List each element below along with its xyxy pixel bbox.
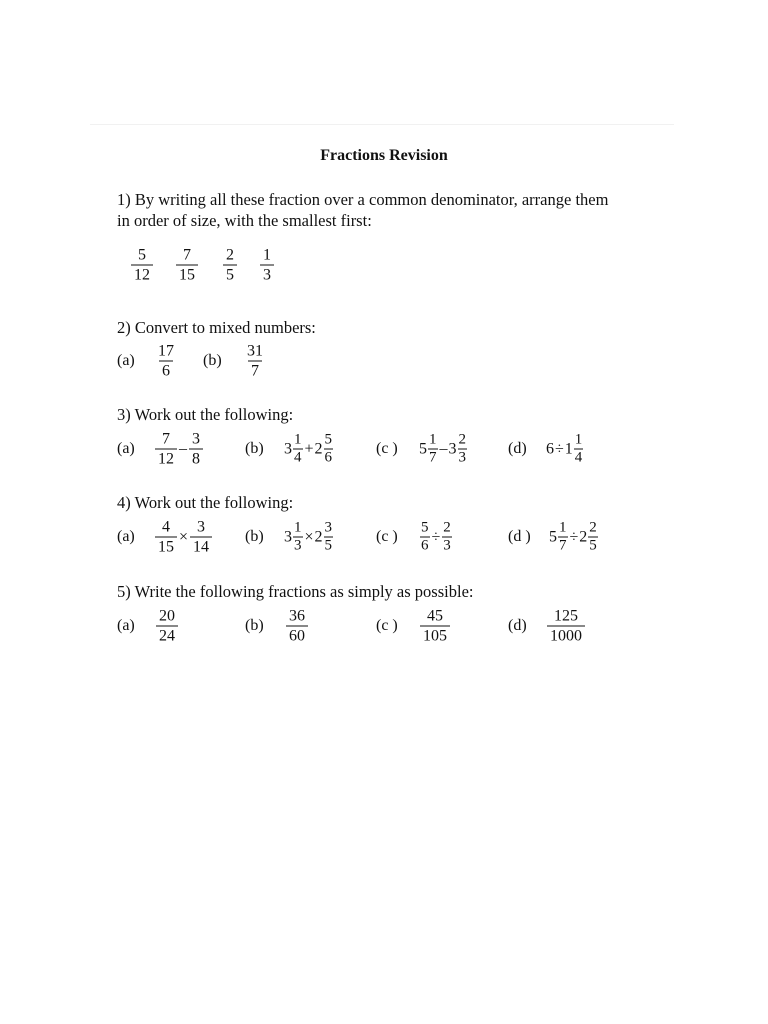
q2-heading: 2) Convert to mixed numbers: xyxy=(117,318,316,337)
q2-fraction-b: $\frac{31}{7}$ xyxy=(247,342,263,380)
q1-fraction-2: $\frac{7}{15}$ xyxy=(175,246,199,285)
q2-label-b: (b) xyxy=(203,352,222,369)
q4-expression-b: 3 $\frac{1}{3}$ × 2 $\frac{3}{5}$ xyxy=(284,519,333,554)
q5-label-a: (a) xyxy=(117,617,135,634)
q3-expression-b: 3 $\frac{1}{4}$ + 2 $\frac{5}{6}$ xyxy=(284,431,333,466)
q2-label-a: (a) xyxy=(117,352,135,369)
q5-fraction-a: $\frac{20}{24}$ xyxy=(155,607,179,646)
q3-label-d: (d) xyxy=(508,440,527,457)
q1-fraction-3: $\frac{2}{5}$ xyxy=(222,246,238,285)
q4-label-b: (b) xyxy=(245,528,264,545)
q3-label-c: (c ) xyxy=(376,440,398,457)
q4-expression-d: 5 $\frac{1}{7}$ ÷ 2 $\frac{2}{5}$ xyxy=(549,519,597,554)
document-title: Fractions Revision xyxy=(320,147,448,164)
q4-expression-c: $\frac{5}{6}$ ÷ $\frac{2}{3}$ xyxy=(421,519,451,554)
page-top-edge xyxy=(90,124,674,125)
q5-fraction-b: $\frac{36}{60}$ xyxy=(285,607,309,646)
q3-expression-d: 6 ÷ 1 $\frac{1}{4}$ xyxy=(546,431,583,466)
q4-label-d: (d ) xyxy=(508,528,531,545)
q5-fraction-d: $\frac{125}{1000}$ xyxy=(546,607,586,646)
q1-fraction-1: $\frac{5}{12}$ xyxy=(130,246,154,285)
q5-label-b: (b) xyxy=(245,617,264,634)
q5-label-c: (c ) xyxy=(376,617,398,634)
q2-fraction-a: $\frac{17}{6}$ xyxy=(158,342,174,380)
q1-fraction-4: $\frac{1}{3}$ xyxy=(259,246,275,285)
q3-expression-a: $\frac{7}{12}$ – $\frac{3}{8}$ xyxy=(154,430,204,469)
q1-instruction-line2: in order of size, with the smallest first: xyxy=(117,211,372,230)
q5-label-d: (d) xyxy=(508,617,527,634)
q1-instruction-line1: 1) By writing all these fraction over a common denominator, arrange them xyxy=(117,190,609,209)
q5-fraction-c: $\frac{45}{105}$ xyxy=(419,607,451,646)
q4-heading: 4) Work out the following: xyxy=(117,493,294,512)
q5-heading: 5) Write the following fractions as simply as possible: xyxy=(117,582,474,601)
q3-label-b: (b) xyxy=(245,440,264,457)
q3-expression-c: 5 $\frac{1}{7}$ – 3 $\frac{2}{3}$ xyxy=(419,431,466,466)
q4-expression-a: $\frac{4}{15}$ × $\frac{3}{14}$ xyxy=(154,518,213,557)
q3-label-a: (a) xyxy=(117,440,135,457)
q4-label-a: (a) xyxy=(117,528,135,545)
q4-label-c: (c ) xyxy=(376,528,398,545)
q3-heading: 3) Work out the following: xyxy=(117,405,294,424)
